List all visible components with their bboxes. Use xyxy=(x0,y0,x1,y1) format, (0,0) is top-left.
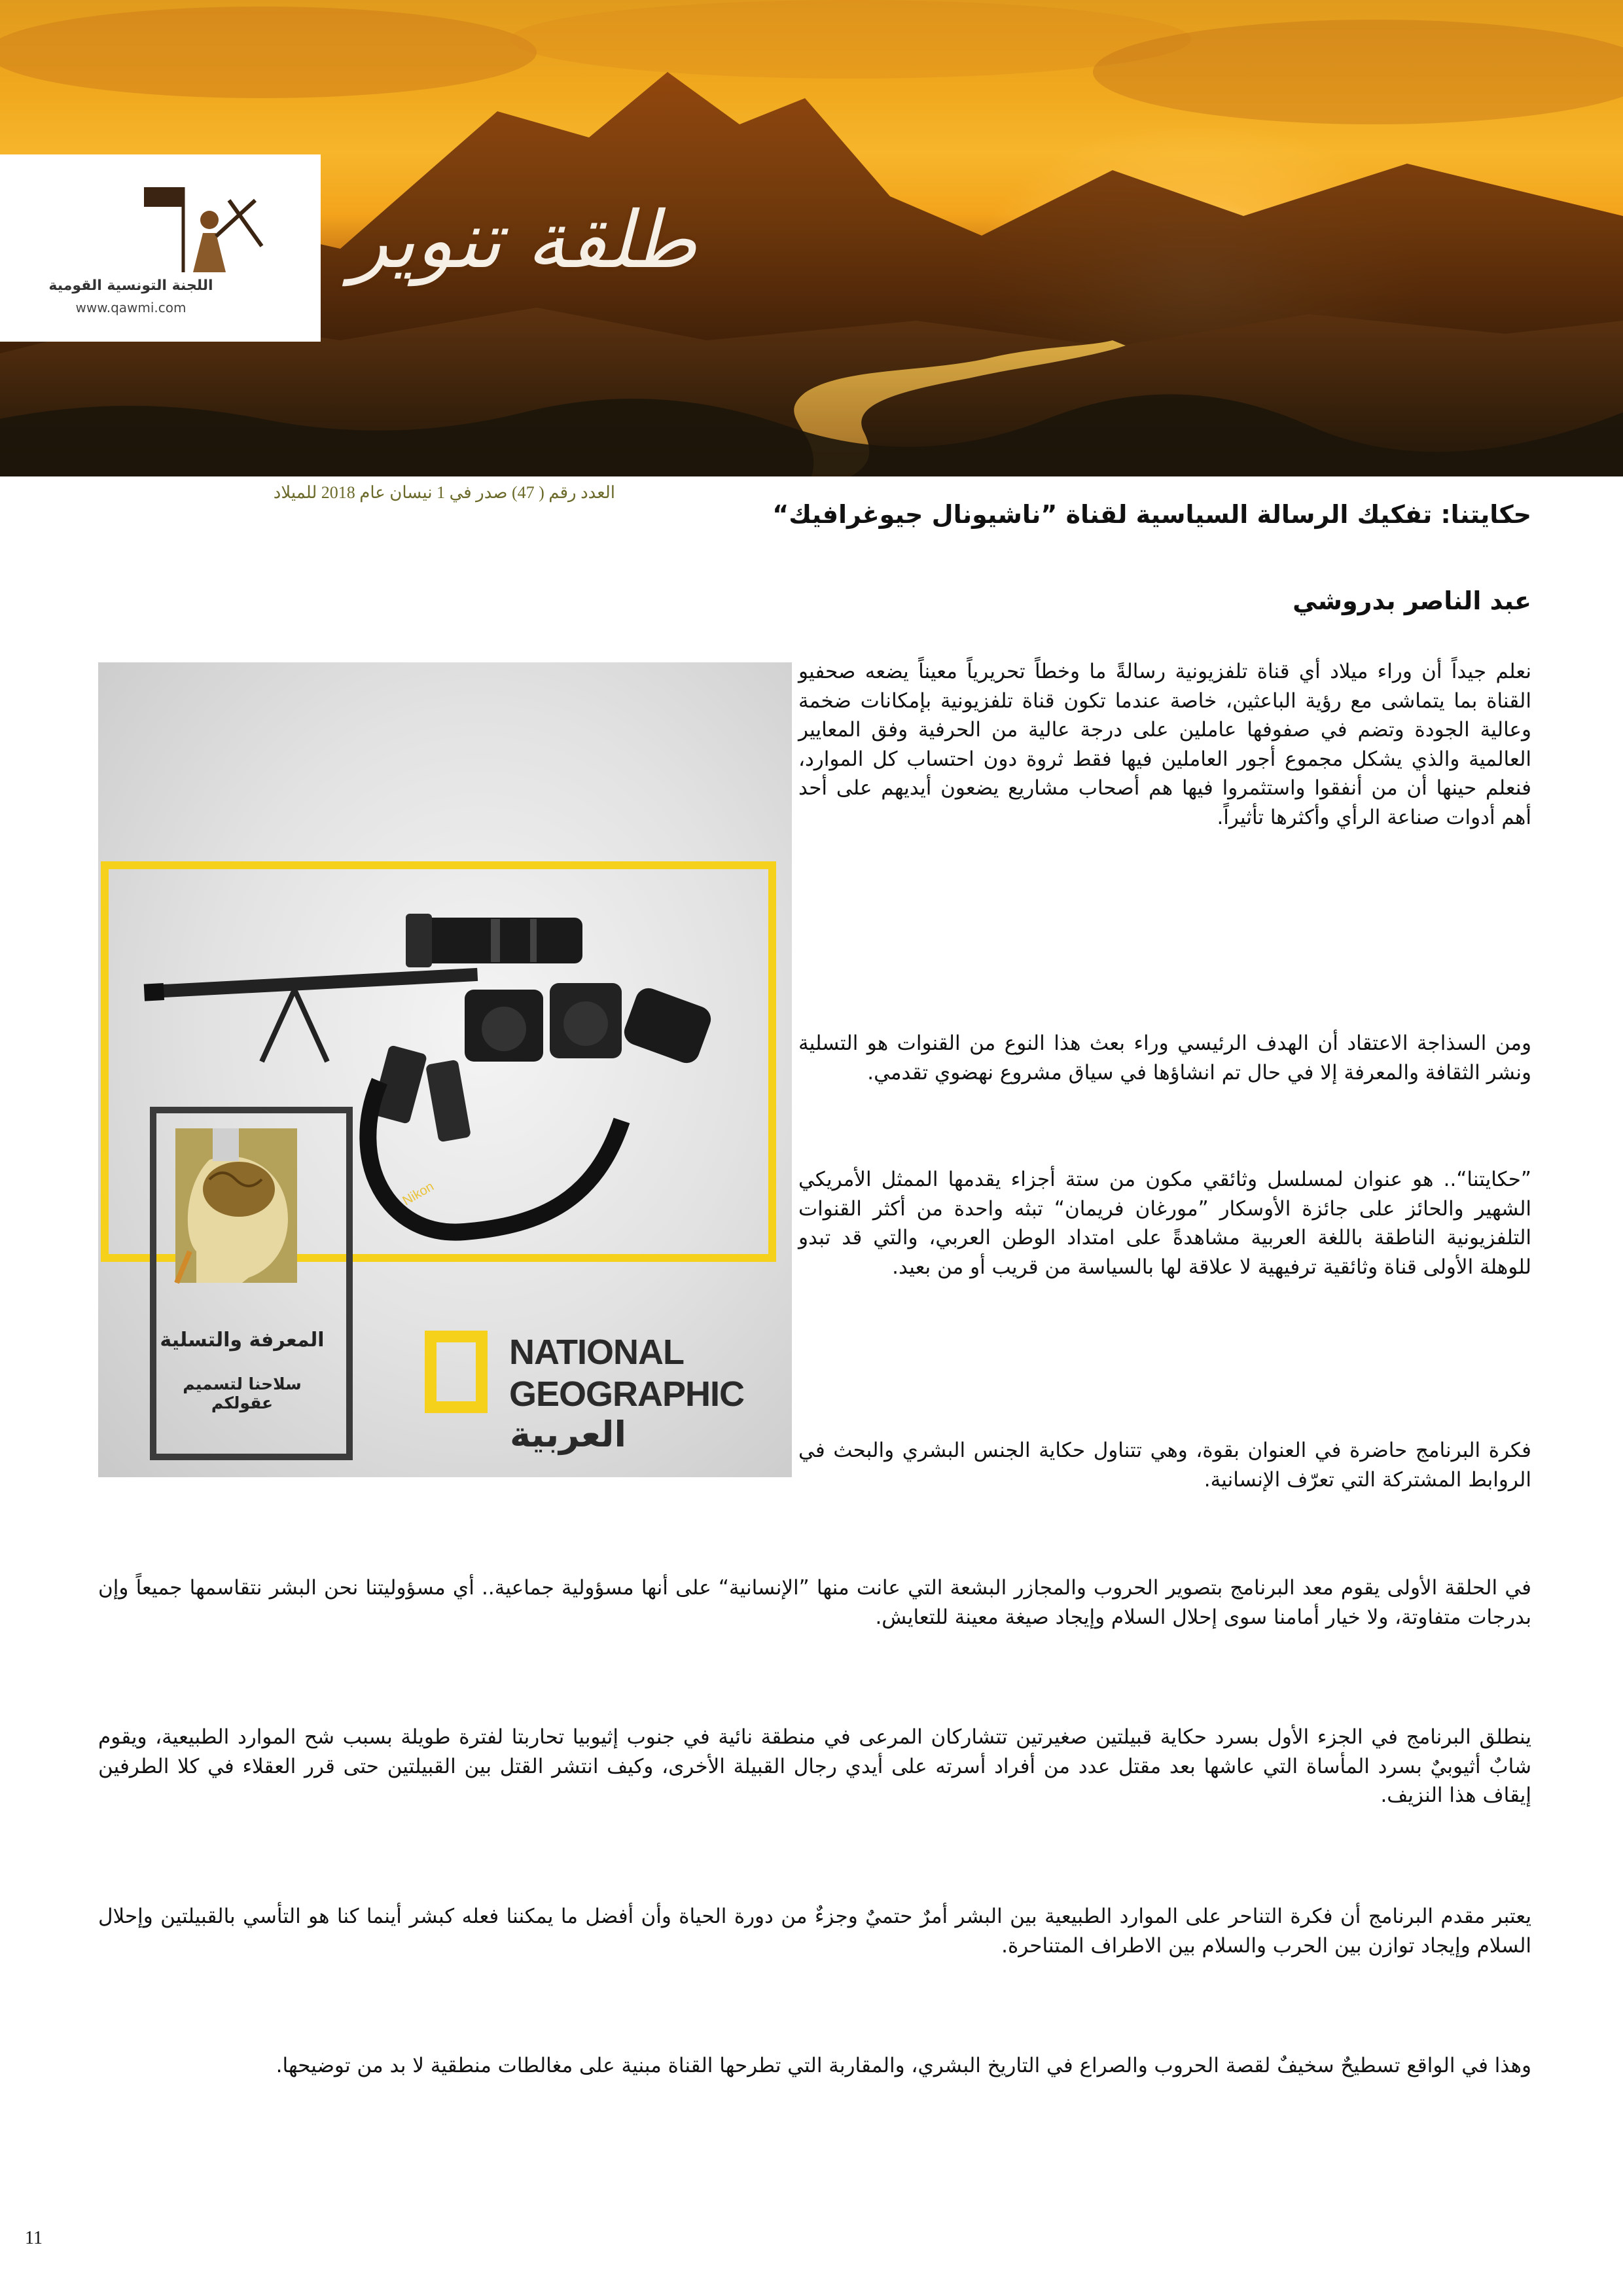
article-paragraph: في الحلقة الأولى يقوم معد البرنامج بتصوير الحروب والمجازر البشعة التي عانت منها ”الإنسانية“ على أنها مسؤولية جماعية.. أي مسؤوليتنا نحن البشر نتقاسمها جميعاً وإن بدرجات متفاوتة، ولا خيار أمامنا سوى إحلال السلام وإيجاد صيغة معينة للتعايش. xyxy=(98,1576,1531,1629)
article-title: حكايتنا: تفكيك الرسالة السياسية لقناة ”ناشيونال جيوغرافيك“ xyxy=(772,500,1531,529)
ng-line-national: NATIONAL xyxy=(509,1333,684,1372)
issue-info: العدد رقم ( 47) صدر في 1 نيسان عام 2018 للميلاد xyxy=(273,483,615,502)
strap-label: Nikon xyxy=(400,1179,437,1209)
article-paragraph: وهذا في الواقع تسطيحٌ سخيفٌ لقصة الحروب والصراع في التاريخ البشري، والمقاربة التي تطرحها القناة مبنية على مغالطات منطقية لا بد من توضيحها. xyxy=(276,2054,1531,2077)
header-banner xyxy=(0,0,1623,476)
knowledge-caption-box xyxy=(149,1106,346,1460)
national-geographic-wordmark xyxy=(509,1331,784,1415)
article-paragraph: فكرة البرنامج حاضرة في العنوان بقوة، وهي تتناول حكاية الجنس البشري والبحث في الروابط المشتركة التي تعرّف الإنسانية. xyxy=(798,1439,1531,1492)
magazine-masthead: طلقة تنوير xyxy=(350,195,697,286)
page-number: 11 xyxy=(25,2228,43,2248)
article-author: عبد الناصر بدروشي xyxy=(1293,586,1531,615)
ng-line-geographic: GEOGRAPHIC xyxy=(509,1374,745,1414)
article-paragraph: يعتبر مقدم البرنامج أن فكرة التناحر على الموارد الطبيعية بين البشر أمرٌ حتميٌ وجزءٌ من دورة الحياة وأن أفضل ما يمكننا فعله كبشر أينما كنا هو التأسي بالقبيلتين وإحلال السلام وإيجاد توازن بين الحرب والسلام بين الاطراف المتناحرة. xyxy=(98,1905,1531,1958)
article-paragraph: نعلم جيداً أن وراء ميلاد أي قناة تلفزيونية رسالةً ما وخطاً تحريرياً معيناً يضعه صحفيو القناة بما يتماشى مع رؤية الباعثين، خاصة عندما تكون قناة تلفزيونية بإمكانات ضخمة وعالية الجودة وتضم في صفوفها عاملين على درجة عالية من الحرفية وفق المعايير العالمية والذي يشكل مجموع أجور العاملين فيها فقط ثروة دون احتساب كل الموارد، فنعلم حينها أن من أنفقوا واستثمروا فيها هم أصحاب مشاريع يضعون أيديهم على أحد أهم أدوات صناعة الرأي وأكثرها تأثيراً. xyxy=(798,660,1531,829)
article-paragraph: ”حكايتنا“.. هو عنوان لمسلسل وثائقي مكون من ستة أجزاء يقدمها الممثل الأمريكي الشهير والحائز على جائزة الأوسكار ”مورغان فريمان“ تبثه واحدة من أكثر القنوات التلفزيونية الناطقة باللغة العربية مشاهدةً على امتداد الوطن العربي، والتي قد تبدو للوهلة الأولى قناة وثائقية ترفيهية لا علاقة لها بالسياسة من قريب أو من بعيد. xyxy=(798,1168,1531,1279)
national-geographic-arabic: العربية xyxy=(510,1414,626,1455)
organization-website: www.qawmi.com xyxy=(75,300,187,315)
national-geographic-logo-icon xyxy=(431,1336,482,1407)
article-image xyxy=(98,662,792,1477)
organization-name: اللجنة التونسية القومية xyxy=(48,278,213,294)
knowledge-caption-subtitle: سلاحنا لتسميم عقولكم xyxy=(183,1374,302,1412)
organization-logo xyxy=(0,154,321,342)
article-paragraph: ينطلق البرنامج في الجزء الأول بسرد حكاية قبيلتين صغيرتين تتشاركان المرعى في منطقة نائية في جنوب إثيوبيا تحاربتا لفترة طويلة بسبب شح الموارد الطبيعية، ويقوم شابٌ أثيوبيٌ بسرد المأساة التي عاشها بعد مقتل عدد من أفراد أسرته على أيدي رجال القبيلة الأخرى، وكيف انتشر القتل بين القبيلتين حتى قرر العقلاء في كلا الطرفين إيقاف هذا النزيف. xyxy=(98,1725,1531,1807)
flag-figure-icon xyxy=(131,174,275,279)
knowledge-caption-title: المعرفة والتسلية xyxy=(160,1329,325,1352)
article-paragraph: ومن السذاجة الاعتقاد أن الهدف الرئيسي وراء بعث هذا النوع من القنوات هو التسلية ونشر الثقافة والمعرفة إلا في حال تم انشاؤها في سياق مشروع نهضوي تقدمي. xyxy=(798,1031,1531,1085)
